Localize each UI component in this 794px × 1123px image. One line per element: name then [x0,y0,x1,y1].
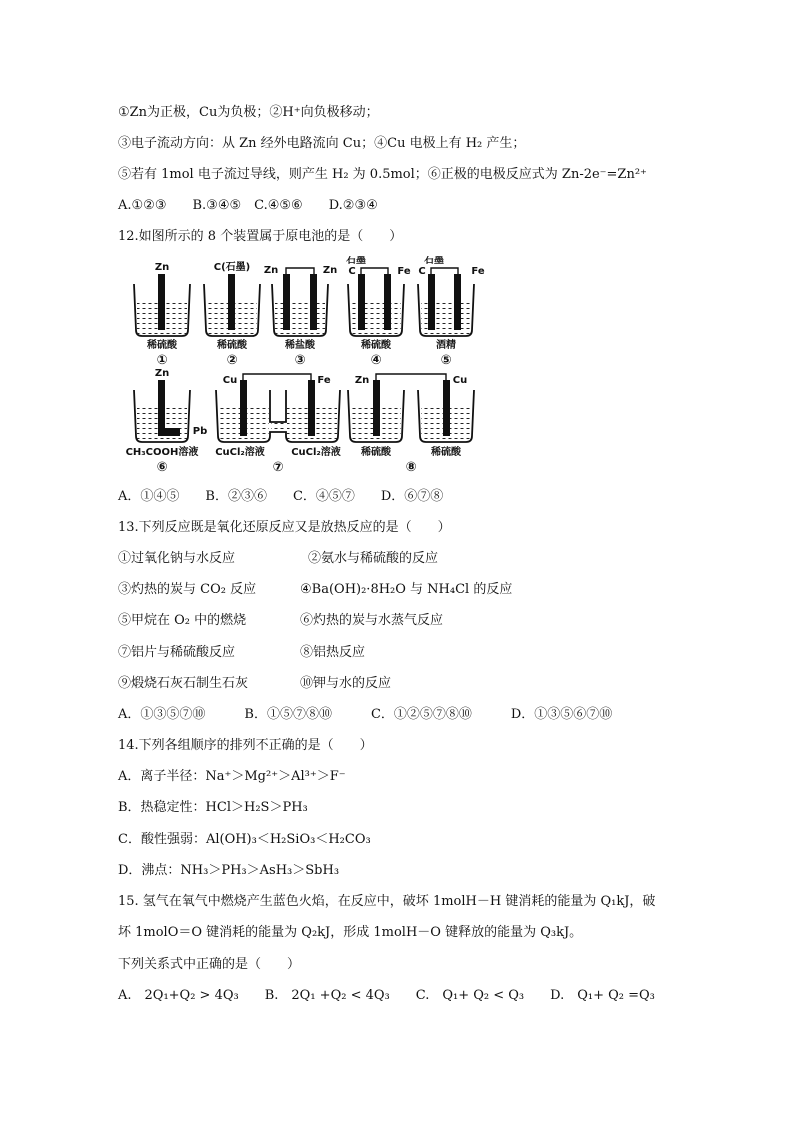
electrode-c: C [418,266,426,277]
electrode-zn: Zn [154,262,170,273]
cell-number: ① [156,353,168,368]
cell-number: ⑦ [272,460,284,474]
q15-options: A. 2Q₁+Q₂ > 4Q₃ B. 2Q₁ +Q₂ < 4Q₃ C. Q₁+ Q₂ < Q₃ D. Q₁+ Q₂ =Q₃ [118,988,655,1003]
solution-label: CuCl₂溶液 [215,447,265,458]
q13-item-5: ⑤甲烷在 O₂ 中的燃烧 [118,613,247,628]
q13-options: A．①③⑤⑦⑩ B．①⑤⑦⑧⑩ C．①②⑤⑦⑧⑩ D．①③⑤⑥⑦⑩ [118,707,613,722]
cell-7 [215,374,341,474]
electrode-graphite: C(石墨) [213,262,251,273]
cell-number: ④ [370,353,382,368]
q11-line-1: ①Zn为正极，Cu为负极；②H⁺向负极移动； [118,105,379,120]
q15-line-2: 坏 1molO＝O 键消耗的能量为 Q₂kJ，形成 1molH－O 键释放的能量为 Q₃kJ。 [118,925,583,940]
electrode-cu: Cu [452,375,468,386]
electrode-zn: Zn [354,375,370,386]
electrode-pb: Pb [192,426,208,437]
cell-8 [348,374,474,474]
q14-option-b: B．热稳定性：HCl＞H₂S＞PH₃ [118,800,308,815]
electrode-zn-right: Zn [322,265,338,276]
solution-label: 稀硫酸 [217,340,247,351]
q13-item-3: ③灼热的炭与 CO₂ 反应 [118,582,257,597]
q12-stem: 12.如图所示的 8 个装置属于原电池的是（ ） [118,229,403,244]
cell-2 [204,260,260,368]
q11-line-2: ③电子流动方向：从 Zn 经外电路流向 Cu；④Cu 电极上有 H₂ 产生； [118,136,526,151]
q13-item-1: ①过氧化钠与水反应 [118,551,236,566]
cell-number: ⑧ [405,460,417,474]
electrode-fe: Fe [317,375,331,386]
q13-item-7: ⑦铝片与稀硫酸反应 [118,645,236,660]
solution-label: 稀硫酸 [361,447,391,458]
solution-label: 稀硫酸 [361,340,391,351]
q15-line-3: 下列关系式中正确的是（ ） [118,957,301,972]
cell-4 [346,256,411,368]
q12-options: A．①④⑤ B．②③⑥ C．④⑤⑦ D．⑥⑦⑧ [118,489,444,504]
cell-6 [126,368,208,474]
q13-item-2: ②氨水与稀硫酸的反应 [308,551,439,566]
cell-number: ⑥ [156,460,168,474]
cell-1 [134,262,190,368]
solution-label: CuCl₂溶液 [291,447,341,458]
cell-5 [418,256,485,368]
electrode-zn: Zn [154,368,170,379]
q11-options: A.①②③ B.③④⑤ C.④⑤⑥ D.②③④ [118,198,378,213]
q14-option-a: A．离子半径：Na⁺＞Mg²⁺＞Al³⁺＞F⁻ [118,769,346,784]
q13-stem: 13.下列反应既是氧化还原反应又是放热反应的是（ ） [118,520,451,535]
electrode-cu: Cu [222,375,238,386]
q13-item-9: ⑨煅烧石灰石制生石灰 [118,676,249,691]
q14-option-d: D．沸点：NH₃＞PH₃＞AsH₃＞SbH₃ [118,863,340,878]
cell-number: ⑤ [440,353,452,368]
solution-label: 酒精 [436,340,456,351]
q13-item-10: ⑩钾与水的反应 [300,676,392,691]
electrode-graphite: 石墨 [424,256,444,266]
q14-option-c: C．酸性强弱：Al(OH)₃＜H₂SiO₃＜H₂CO₃ [118,832,371,847]
cell-3 [264,265,337,368]
electrode-graphite: 石墨 [346,256,366,266]
electrode-c: C [348,266,356,277]
q11-line-3: ⑤若有 1mol 电子流过导线，则产生 H₂ 为 0.5mol；⑥正极的电极反应式为 Zn-2e⁻=Zn²⁺ [118,167,647,182]
electrode-fe: Fe [397,266,411,277]
solution-label: 稀硫酸 [147,340,177,351]
q15-line-1: 15. 氢气在氧气中燃烧产生蓝色火焰，在反应中，破坏 1molH－H 键消耗的能量为 Q₁kJ，破 [118,894,656,909]
cell-number: ③ [294,353,306,368]
cell-number: ② [226,353,238,368]
q14-stem: 14.下列各组顺序的排列不正确的是（ ） [118,738,373,753]
electrode-fe: Fe [471,266,485,277]
galvanic-cell-figure [118,256,498,474]
solution-label: 稀盐酸 [285,340,315,351]
q13-item-6: ⑥灼热的炭与水蒸气反应 [300,613,444,628]
solution-label: 稀硫酸 [431,447,461,458]
electrode-zn-left: Zn [263,265,279,276]
solution-label: CH₃COOH溶液 [125,447,199,458]
q13-item-4: ④Ba(OH)₂·8H₂O 与 NH₄Cl 的反应 [300,582,513,597]
q13-item-8: ⑧铝热反应 [300,645,366,660]
